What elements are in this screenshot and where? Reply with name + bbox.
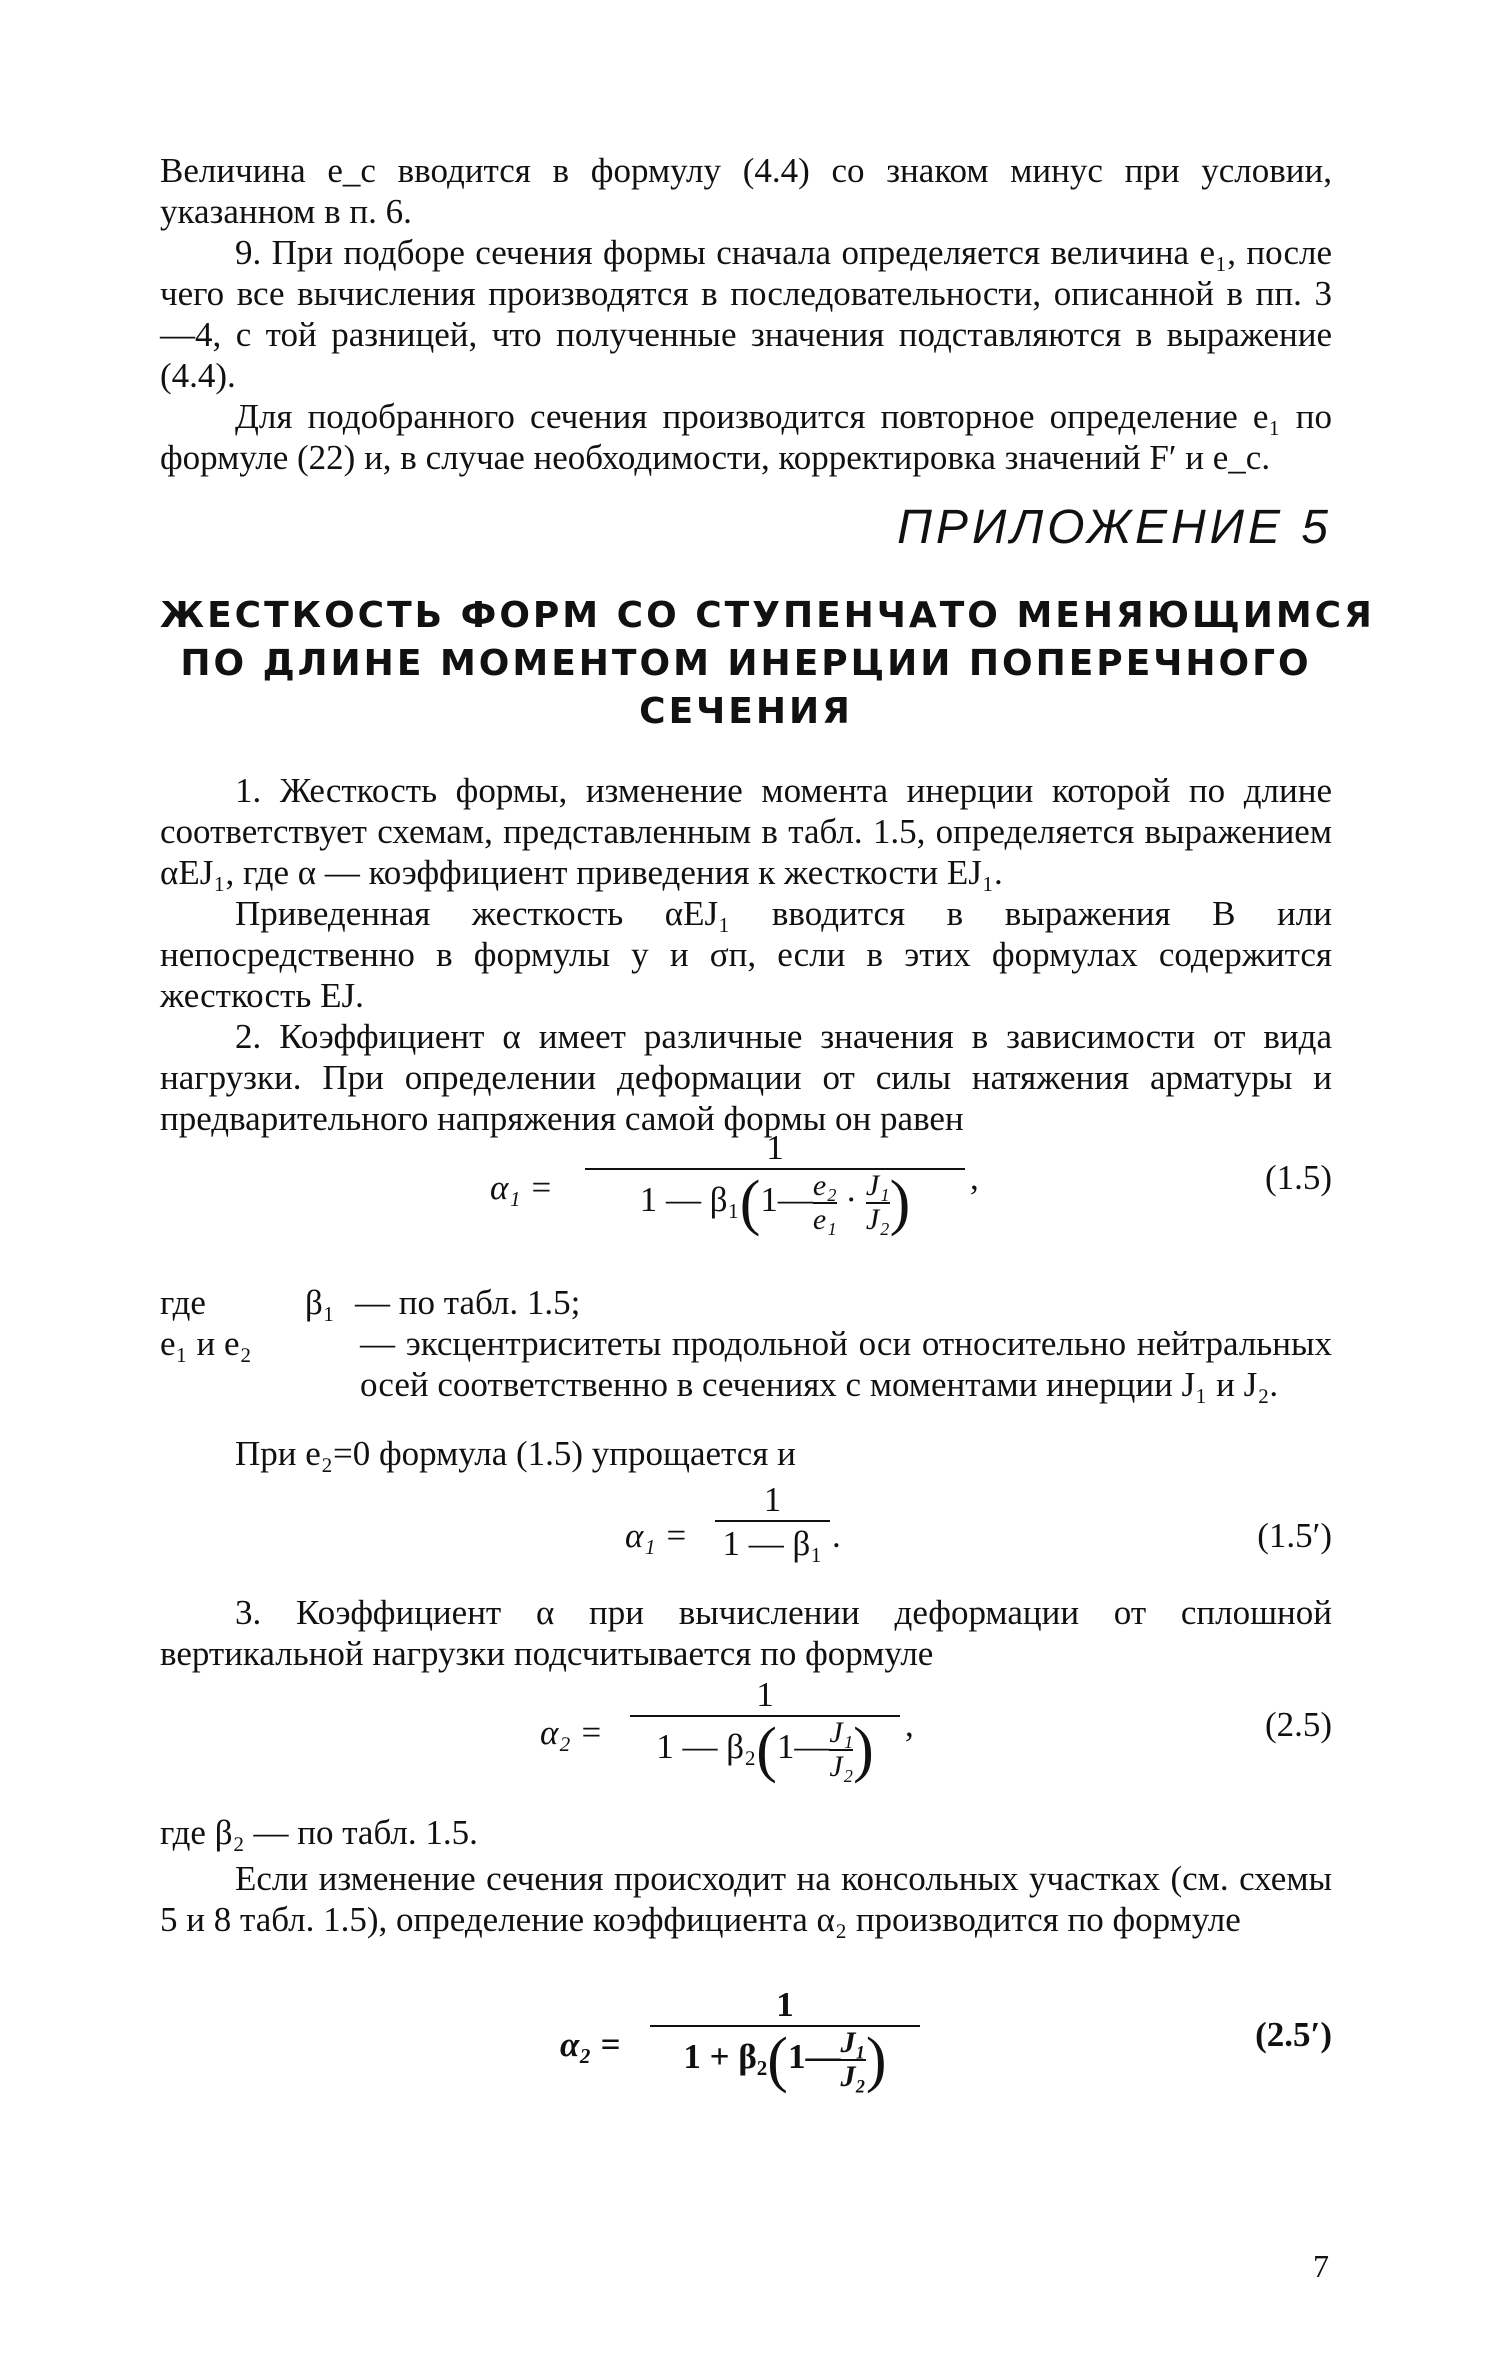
title-line-3: СЕЧЕНИЯ (639, 691, 853, 732)
where-definition-1: — по табл. 1.5; (355, 1283, 581, 1322)
equation-2-5-prime (160, 1985, 1332, 2125)
eq-1-5-inner-frac-a (813, 1170, 837, 1236)
eq-1-5-label: (1.5) (1264, 1158, 1332, 1197)
period: . (832, 1516, 841, 1555)
appendix-heading: ПРИЛОЖЕНИЕ 5 (897, 501, 1332, 554)
right-paren: ) (853, 1716, 874, 1784)
paragraph-1: 1. Жесткость формы, изменение момента инерции которой по длине соответствует схемам, представленным в табл. 1.5, определяется выражением αEJ₁, где α — коэффициент приведения к жесткости EJ₁. (160, 771, 1332, 892)
eq-1-5-den-left: 1 — β₁ (639, 1180, 740, 1220)
eq-2-5-denominator: 1 — $\beta_2(1—\frac{\text{J₁}}{\text{J₂}})$ (656, 1716, 874, 1784)
where-word: где (160, 1283, 206, 1322)
eq-1-5p-denominator: 1 — β₁ (722, 1524, 823, 1563)
eq-2-5-den-left: 1 — β₂ (656, 1727, 757, 1767)
eq-2-5p-denominator: $1 + \beta_2(1—\frac{\text{J₁}}{\text{J₂}})$ (683, 2026, 887, 2094)
paragraph-intro-2: 9. При подборе сечения формы сначала определяется величина e₁, после чего все вычисления производятся в последовательности, описанной в пп. 3—4, с той разницей, что полученные значения подставляются в выражение (4.4). (160, 233, 1332, 395)
inner-b-den: J₂ (865, 1203, 890, 1236)
eq-1-5p-lhs: α₁ = (625, 1516, 688, 1555)
page-number: 7 (1313, 2248, 1329, 2284)
paragraph-3: 3. Коэффициент α при вычислении деформации от сплошной вертикальной нагрузки подсчитывается по формуле (160, 1593, 1332, 1673)
right-paren: ) (889, 1169, 911, 1237)
inner-num: J₁ (829, 1716, 854, 1749)
paragraph-e2: При e₂=0 формула (1.5) упрощается и (235, 1434, 796, 1473)
eq-2-5p-inner-frac (840, 2027, 865, 2093)
equation-2-5 (160, 1675, 1332, 1810)
eq-2-5p-den-left: 1 + β₂ (683, 2037, 768, 2077)
section-title (160, 592, 1375, 736)
where-definition-2: — эксцентриситеты продольной оси относительно нейтральных осей соответственно в сечениях с моментами инерции J₁ и J₂. (360, 1324, 1332, 1404)
inner-a-den: e₁ (812, 1203, 837, 1236)
inner-a-num: e₂ (812, 1169, 837, 1202)
eq-1-5-lhs: α₁ = (490, 1168, 553, 1207)
eq-1-5p-label: (1.5′) (1257, 1516, 1332, 1555)
inner-den: J₂ (840, 2060, 866, 2093)
eq-2-5-numerator: 1 (756, 1675, 774, 1714)
left-paren: ( (739, 1169, 761, 1237)
eq-2-5p-fraction (650, 1985, 920, 2093)
eq-2-5p-lhs: α₂ = (560, 2025, 621, 2064)
eq-2-5p-label: (2.5′) (1255, 2015, 1332, 2054)
where-line-2 (160, 1323, 1332, 1405)
eq-1-5-numerator: 1 (766, 1128, 784, 1167)
body-section-1 (160, 770, 1332, 1139)
body-section-3 (160, 1592, 1332, 1674)
comma: , (970, 1158, 979, 1197)
paragraph-2: 2. Коэффициент α имеет различные значения в зависимости от вида нагрузки. При определении деформации от силы натяжения арматуры и предварительного напряжения самой формы он равен (160, 1017, 1332, 1138)
intro-section (160, 150, 1332, 478)
eq-2-5-label: (2.5) (1264, 1705, 1332, 1744)
inner-den: J₂ (829, 1750, 854, 1783)
eq-1-5-fraction (585, 1128, 965, 1236)
eq-2-5-lhs: α₂ = (540, 1713, 603, 1752)
para-e2-wrapper (160, 1433, 1332, 1474)
eq-1-5p-fraction (715, 1480, 830, 1566)
inner-num: J₁ (840, 2026, 866, 2059)
where-symbol-1: β₁ (305, 1283, 336, 1322)
equation-1-5 (160, 1128, 1332, 1278)
equation-1-5-prime (160, 1480, 1332, 1580)
where-symbol-2: e₁ и e₂ (160, 1324, 252, 1363)
where-line-1 (160, 1282, 1332, 1323)
eq-2-5-fraction (630, 1675, 900, 1783)
eq-1-5-inner-frac-b (866, 1170, 890, 1236)
eq-2-5-inner-frac (829, 1717, 853, 1783)
left-paren: ( (756, 1716, 777, 1784)
eq-1-5p-numerator: 1 (763, 1480, 782, 1519)
where-block-2: где β₂ — по табл. 1.5. (160, 1813, 478, 1852)
paragraph-1b: Приведенная жесткость αEJ₁ вводится в выражения B или непосредственно в формулы y и σп, если в этих формулах содержится жесткость EJ. (160, 894, 1332, 1015)
body-section-console (160, 1858, 1332, 1940)
title-line-1: ЖЕСТКОСТЬ ФОРМ СО СТУПЕНЧАТО МЕНЯЮЩИМСЯ (160, 595, 1375, 636)
title-line-2: ПО ДЛИНЕ МОМЕНТОМ ИНЕРЦИИ ПОПЕРЕЧНОГО (180, 643, 1312, 684)
paragraph-intro-1: Величина e_c вводится в формулу (4.4) со знаком минус при условии, указанном в п. 6. (160, 151, 1332, 231)
where-block-1 (160, 1282, 1332, 1405)
right-paren: ) (865, 2026, 887, 2094)
paragraph-intro-3: Для подобранного сечения производится повторное определение e₁ по формуле (22) и, в случае необходимости, корректировка значений F′ и e_c. (160, 397, 1332, 477)
comma: , (905, 1705, 914, 1744)
paragraph-console: Если изменение сечения происходит на консольных участках (см. схемы 5 и 8 табл. 1.5), определение коэффициента α₂ производится по формуле (160, 1859, 1332, 1939)
eq-1-5-denominator: 1 — $\beta_1(1—\frac{\text{e₂}}{\text{e₁}} \cdot \frac{\text{J₁}}{\text{J₂}})$ (639, 1169, 911, 1237)
inner-b-num: J₁ (865, 1169, 890, 1202)
eq-2-5p-numerator: 1 (776, 1985, 794, 2024)
left-paren: ( (767, 2026, 788, 2094)
